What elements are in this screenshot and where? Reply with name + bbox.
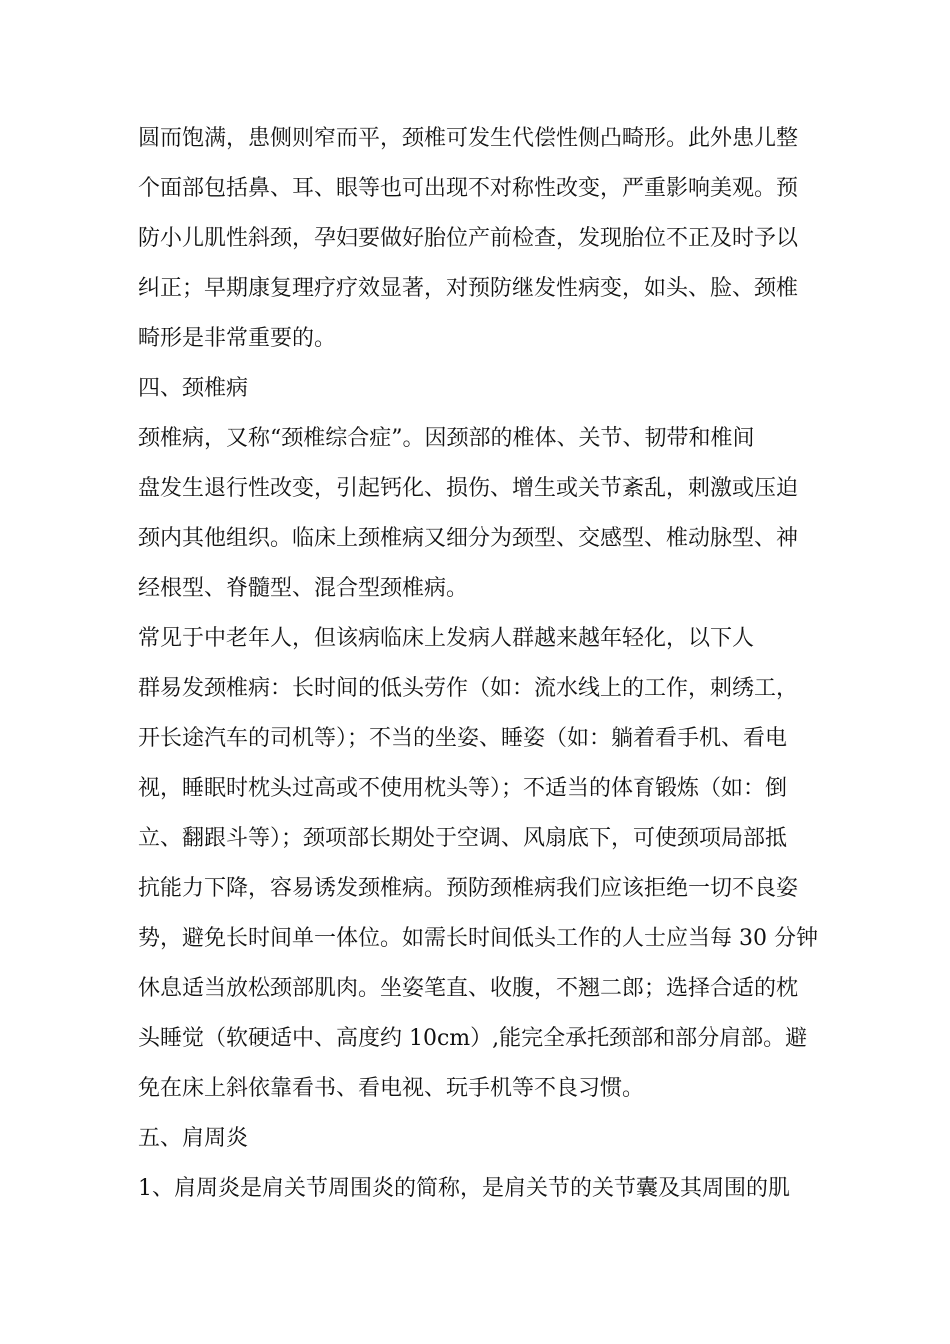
body-text-line: 免在床上斜依靠看书、看电视、玩手机等不良习惯。	[138, 1076, 645, 1101]
body-text-line: 盘发生退行性改变，引起钙化、损伤、增生或关节紊乱，刺激或压迫	[138, 476, 799, 501]
body-text-line: 个面部包括鼻、耳、眼等也可出现不对称性改变，严重影响美观。预	[138, 176, 799, 201]
body-text-line: 势，避免长时间单一体位。如需长时间低头工作的人士应当每 30 分钟	[138, 926, 818, 951]
section-heading-frozen-shoulder: 五、肩周炎	[138, 1126, 249, 1151]
body-text-line: 纠正；早期康复理疗疗效显著，对预防继发性病变，如头、脸、颈椎	[138, 276, 799, 301]
body-text-line: 圆而饱满，患侧则窄而平，颈椎可发生代偿性侧凸畸形。此外患儿整	[138, 126, 799, 151]
body-text-line: 头睡觉（软硬适中、高度约 10cm）,能完全承托颈部和部分肩部。避	[138, 1026, 808, 1051]
body-text-line: 休息适当放松颈部肌肉。坐姿笔直、收腹，不翘二郎；选择合适的枕	[138, 976, 799, 1001]
body-text-line: 抗能力下降，容易诱发颈椎病。预防颈椎病我们应该拒绝一切不良姿	[138, 876, 799, 901]
body-text-line: 经根型、脊髓型、混合型颈椎病。	[138, 576, 469, 601]
body-text-line: 1、肩周炎是肩关节周围炎的简称，是肩关节的关节囊及其周围的肌	[138, 1176, 790, 1201]
body-text-line: 颈内其他组织。临床上颈椎病又细分为颈型、交感型、椎动脉型、神	[138, 526, 799, 551]
body-text-line: 颈椎病，又称“颈椎综合症”。因颈部的椎体、关节、韧带和椎间	[138, 426, 755, 451]
body-text-line: 立、翻跟斗等）；颈项部长期处于空调、风扇底下，可使颈项局部抵	[138, 826, 788, 851]
body-text-line: 常见于中老年人，但该病临床上发病人群越来越年轻化，以下人	[138, 626, 755, 651]
body-text-line: 群易发颈椎病：长时间的低头劳作（如：流水线上的工作，刺绣工，	[138, 676, 799, 701]
body-text-line: 防小儿肌性斜颈，孕妇要做好胎位产前检查，发现胎位不正及时予以	[138, 226, 799, 251]
section-heading-cervical-spondylosis: 四、颈椎病	[138, 376, 249, 401]
body-text-line: 开长途汽车的司机等）；不当的坐姿、睡姿（如：躺着看手机、看电	[138, 726, 788, 751]
body-text-line: 视，睡眠时枕头过高或不使用枕头等）；不适当的体育锻炼（如：倒	[138, 776, 788, 801]
body-text-line: 畸形是非常重要的。	[138, 326, 337, 351]
